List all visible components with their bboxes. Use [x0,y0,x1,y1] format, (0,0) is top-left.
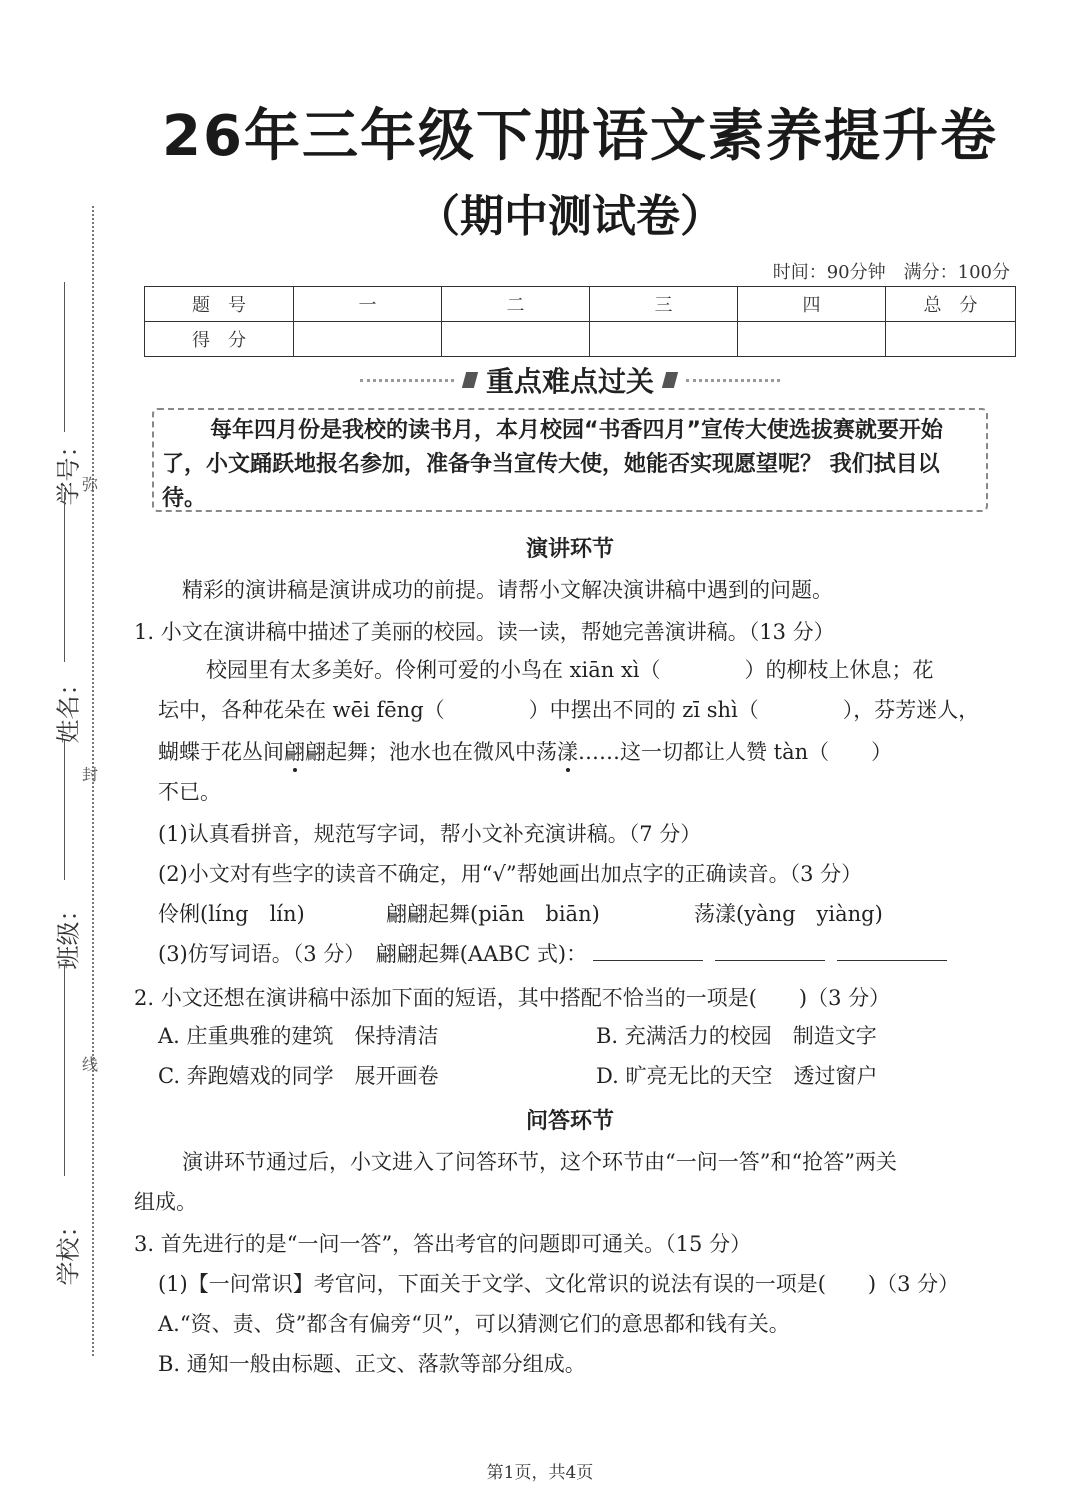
score-input-cell[interactable] [442,322,590,357]
qa-lead-2: 组成。 [134,1190,197,1214]
intro-text: 每年四月份是我校的读书月，本月校园“书香四月”宣传大使选拔赛就要开始了，小文踊跃地报名参加，准备争当宣传大使，她能否实现愿望呢？ 我们拭目以待。 [162,418,943,511]
pronunciation-item-2[interactable]: 翩翩起舞(piān biān) [386,902,600,926]
page-footer: 第1页，共4页 [486,1463,594,1483]
question-3-1: (1)【一问常识】考官问，下面关于文学、文化常识的说法有误的一项是( )（3 分） [158,1272,960,1296]
score-table-header-row [145,287,1016,322]
question-1-1: (1)认真看拼音，规范写字词，帮小文补充演讲稿。（7 分） [158,822,702,846]
exam-meta: 时间：90分钟 满分：100分 [772,262,1010,283]
q3-option-b[interactable]: B. 通知一般由标题、正文、落款等部分组成。 [158,1352,586,1376]
name-field[interactable] [64,740,65,880]
passage-line-2: 坛中，各种花朵在 wēi fēng（ ）中摆出不同的 zī shì（ ），芬芳迷人， [158,698,980,722]
banner-block-icon [662,372,678,388]
section-banner [360,360,780,400]
student-id-field-lower[interactable] [64,492,65,662]
option-d[interactable]: D. 旷亮无比的天空 透过窗户 [596,1064,878,1088]
school-label: 学校： [54,1213,83,1286]
table-cell: 四 [738,287,886,322]
passage-line-1: 校园里有太多美好。伶俐可爱的小鸟在 xiān xì（ ）的柳枝上休息；花 [206,658,934,682]
option-b[interactable]: B. 充满活力的校园 制造文字 [596,1024,877,1048]
question-1: 1. 小文在演讲稿中描述了美丽的校园。读一读，帮她完善演讲稿。（13 分） [134,620,835,644]
option-c[interactable]: C. 奔跑嬉戏的同学 展开画卷 [158,1064,439,1088]
banner-block-icon [462,372,478,388]
score-input-cell[interactable] [886,322,1016,357]
pronunciation-item-3[interactable]: 荡漾(yàng yiàng) [694,902,883,926]
page-subtitle: （期中测试卷） [416,191,724,242]
speech-section-title: 演讲环节 [525,537,614,562]
qa-section-title: 问答环节 [525,1109,614,1134]
passage-line-3 [158,732,892,772]
student-id-field[interactable] [64,282,65,432]
qa-lead-1: 演讲环节通过后，小文进入了问答环节，这个环节由“一问一答”和“抢答”两关 [182,1150,897,1174]
pronunciation-item-1[interactable]: 伶俐(líng lín) [158,902,305,926]
option-a[interactable]: A. 庄重典雅的建筑 保持清洁 [158,1024,439,1048]
score-input-cell[interactable] [738,322,886,357]
question-1-2: (2)小文对有些字的读音不确定，用“√”帮她画出加点字的正确读音。（3 分） [158,862,863,886]
score-input-cell[interactable] [590,322,738,357]
passage-text: 蝴蝶于花丛间 [158,740,284,764]
seal-mark-xian: 线 [82,1055,99,1074]
banner-dash-left [360,379,454,382]
q3-option-a[interactable]: A.“资、责、贷”都含有偏旁“贝”，可以猜测它们的意思都和钱有关。 [158,1312,790,1336]
answer-blank[interactable] [837,942,947,961]
table-cell: 题 号 [145,287,294,322]
answer-blank[interactable] [715,942,825,961]
banner-dash-right [686,379,780,382]
passage-text: ……这一切都让人赞 tàn（ ） [578,740,893,764]
class-field[interactable] [64,966,65,1176]
seal-mark-feng: 封 [82,765,99,784]
table-cell: 总 分 [886,287,1016,322]
question-text: (3)仿写词语。（3 分） 翩翩起舞(AABC 式)： [158,942,588,966]
question-1-3 [158,934,953,974]
speech-lead: 精彩的演讲稿是演讲成功的前提。请帮小文解决演讲稿中遇到的问题。 [182,578,833,602]
name-label: 姓名： [54,671,83,744]
table-cell: 一 [294,287,442,322]
dotted-char: 漾 [557,740,578,764]
score-table [144,286,1016,357]
score-input-cell[interactable] [294,322,442,357]
passage-line-4: 不已。 [158,780,221,804]
table-cell: 二 [442,287,590,322]
intro-box [152,408,988,512]
passage-text: 翩起舞；池水也在微风中荡 [305,740,557,764]
score-table-score-row [145,322,1016,357]
class-label: 班级： [54,897,83,970]
table-cell: 三 [590,287,738,322]
student-id-label: 学号： [54,433,83,506]
seal-mark-mi: 弥 [82,475,99,494]
question-2: 2. 小文还想在演讲稿中添加下面的短语，其中搭配不恰当的一项是( )（3 分） [134,986,891,1010]
question-3: 3. 首先进行的是“一问一答”，答出考官的问题即可通关。（15 分） [134,1232,752,1256]
section-title: 重点难点过关 [486,365,655,398]
answer-blank[interactable] [593,942,703,961]
page-title: 26年三年级下册语文素养提升卷 [162,104,998,169]
dotted-char: 翩 [284,740,305,764]
table-cell: 得 分 [145,322,294,357]
